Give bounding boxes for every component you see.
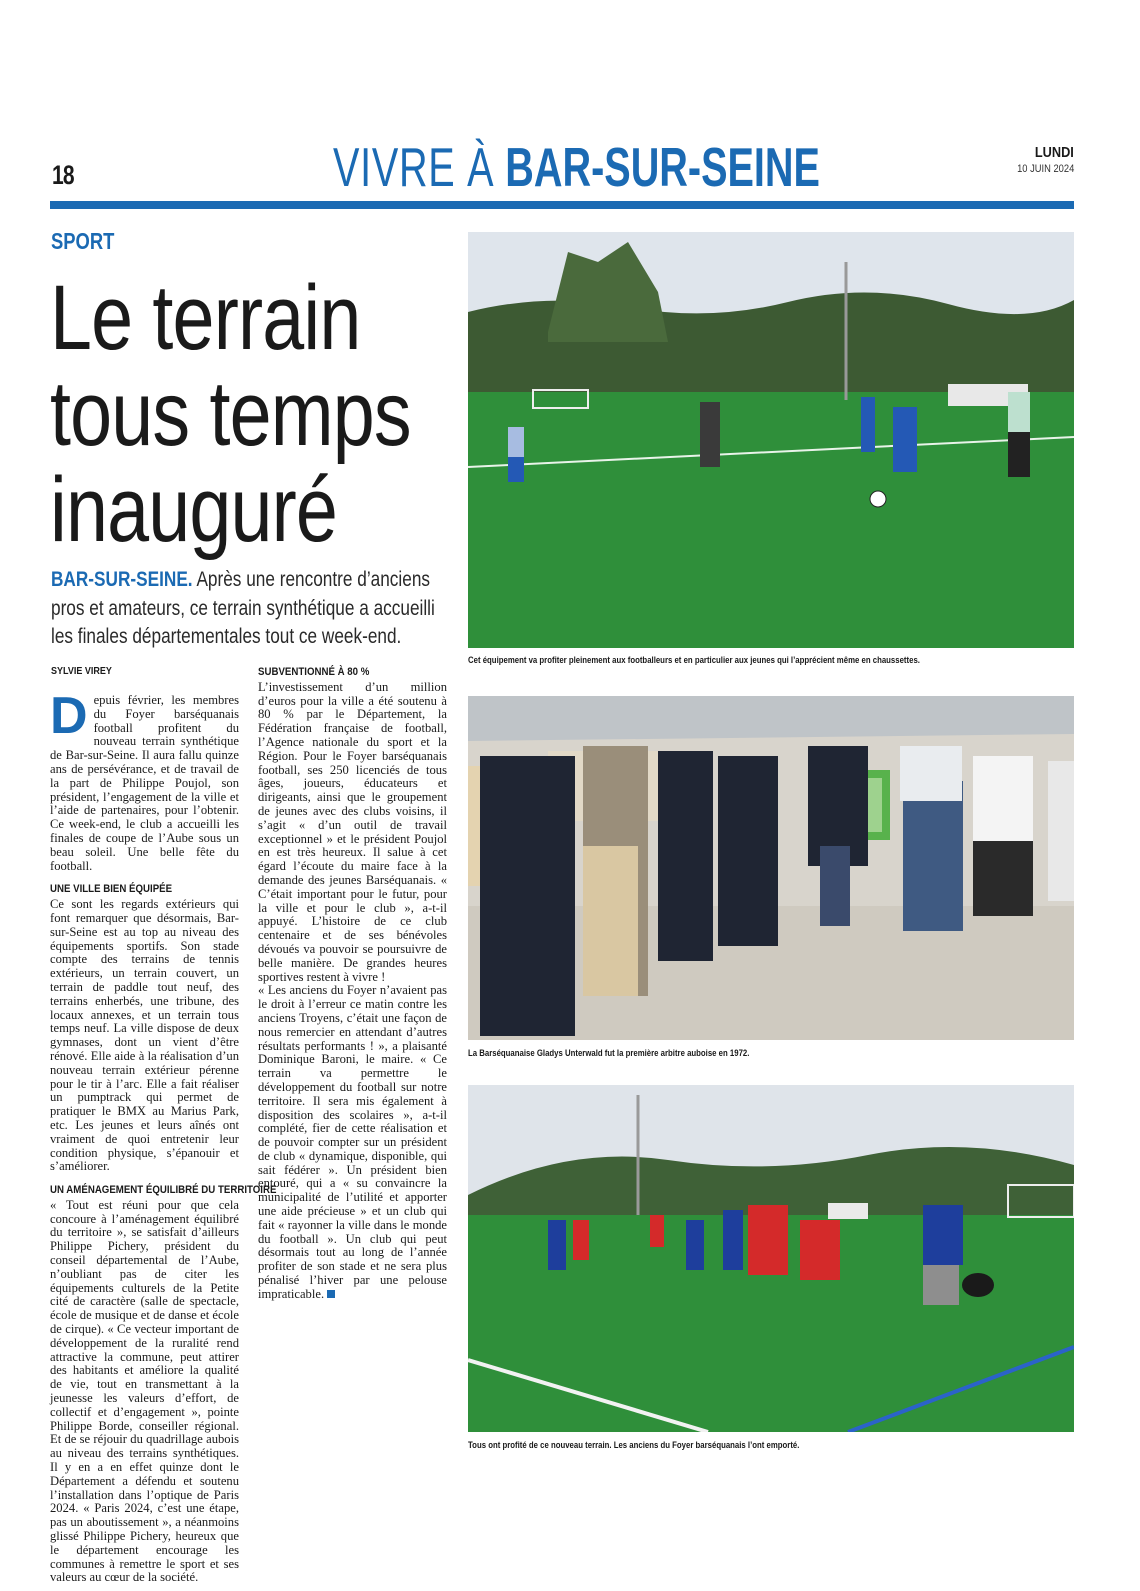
photo-veterans-match <box>468 1085 1074 1432</box>
subheading: SUBVENTIONNÉ À 80 % <box>258 666 370 678</box>
paragraph-text: epuis février, les membres du Foyer barséquanais football profitent du nouveau terrain synthétique de Bar-sur-Seine. Il aura fallu quinze ans de persévérance, et de travail de la part de Philippe Poujol, son président, l’engagement de la ville et l’aide de partenaires, pour l’obtenir. Ce week-end, le club a accueilli les finales de coupe de l’Aube sous un beau soleil. Une belle fête du football. <box>50 693 239 873</box>
byline: SYLVIE VIREY <box>51 666 112 677</box>
header-rule <box>50 201 1074 209</box>
issue-date: 10 JUIN 2024 <box>1016 163 1074 175</box>
paragraph: « Tout est réuni pour que cela concoure à l’aménagement équilibré du territoire », se satisfait d’ailleurs Philippe Pichery, président du conseil départemental de l’Aube, n’oubliant pas de citer les équipements culturels de la Petite cité de caractère (salle de spectacle, école de musique et de danse et école de cirque). « Ce vecteur important de développement de la ruralité rend attractive la commune, peut attirer des habitants et améliore la qualité de vie, tout en transmettant à la jeunesse les valeurs d’effort, de collectif et d’engagement », pointe Philippe Borde, conseiller régional. Et de se réjouir du quadrillage aubois au niveau des terrains synthétiques. Il y en a en effet quinze dont le Département a défendu et soutenu l’installation dans l’optique de Paris 2024. « Paris 2024, c’est une étape, pas un aboutissement », a néanmoins glissé Philippe Pichery, heureux que le département encourage les communes à remettre le sport et ses valeurs au cœur de la société. <box>50 1197 239 1585</box>
section-prefix: VIVRE À <box>333 136 495 198</box>
kicker: SPORT <box>51 228 115 254</box>
paragraph <box>258 984 447 1301</box>
subheading: UN AMÉNAGEMENT ÉQUILIBRÉ DU TERRITOIRE <box>50 1184 277 1197</box>
headline-line: tous temps <box>50 363 411 465</box>
headline-line: Le terrain <box>50 267 361 369</box>
headline <box>50 267 411 561</box>
photo-caption: La Barséquanaise Gladys Unterwald fut la première arbitre auboise en 1972. <box>468 1048 750 1059</box>
headline-line: inauguré <box>50 459 338 561</box>
lede-text: Après une rencontre d’anciens pros et amateurs, ce terrain synthétique a accueilli les finales départementales tout ce week-end. <box>51 568 435 648</box>
subheading: UNE VILLE BIEN ÉQUIPÉE <box>50 883 173 896</box>
paragraph: Ce sont les regards extérieurs qui font remarquer que désormais, Bar-sur-Seine est au top au niveau des équipements sportifs. Son stade compte des terrains de tennis extérieurs, un terrain couvert, un terrain de paddle tout neuf, des terrains enherbés, une tribune, des locaux annexes, et un terrain tous temps neuf. La ville dispose de deux gymnases, dont un vient d’être rénové. Elle aide à la réalisation d’un nouveau terrain extérieur pérenne pour le tir à l’arc. Elle a fait réaliser un pumptrack qui permet de pratiquer le BMX au Marius Park, etc. Les jeunes et leurs aînés ont vraiment de quoi entretenir leur condition physique, s’épanouir et s’améliorer. <box>50 897 239 1174</box>
page-number: 18 <box>52 160 74 190</box>
lede <box>51 566 445 652</box>
paragraph <box>50 687 239 873</box>
issue-day: LUNDI <box>1035 144 1074 161</box>
photo-ceremony <box>468 696 1074 1040</box>
photo-youth-training <box>468 232 1074 648</box>
paragraph-text: « Les anciens du Foyer n’avaient pas le droit à l’erreur ce matin contre les anciens Troyens, c’était une façon de nous remercier en attendant d’autres résultats performants ! », a plaisanté Dominique Baroni, le maire. « Ce terrain va permettre le développement du football sur notre territoire. Il sera mis également à disposition des scolaires », a-t-il complété, fier de cette réalisation et de pouvoir compter sur un président de club « dynamique, disponible, qui sait fédérer ». Un président bien entouré, qui a « su convaincre la municipalité de l’utilité et apporter une aide précieuse » et un club qui fait « rayonner la ville dans le monde du football ». Un club qui peut désormais tout au long de l’année profiter de son stade et ne sera plus pénalisé l’hiver par une pelouse impraticable. <box>258 983 447 1301</box>
photo-caption: Cet équipement va profiter pleinement aux footballeurs et en particulier aux jeunes qui l’apprécient même en chaussettes. <box>468 655 920 666</box>
body-column-1 <box>50 687 277 1585</box>
end-mark <box>327 1290 335 1298</box>
lede-location: BAR-SUR-SEINE. <box>51 568 193 591</box>
paragraph: L’investissement d’un million d’euros pour la ville a été soutenu à 80 % par le Département, la Fédération française de football, l’Agence nationale du sport et la Région. Pour le Foyer barséquanais football, ses 250 licenciés de tous âges, joueurs, éducateurs et dirigeants, ainsi que le groupement de jeunes avec des clubs voisins, il s’agit « d’un outil de travail exceptionnel » et le président Poujol en est très heureux. Il salue à cet égard l’écoute du maire face à la demande des jeunes Barséquanais. « C’était important pour le futur, pour la ville et pour le club », a-t-il appuyé. L’histoire de ce club centenaire et de ses bénévoles dévoués va pouvoir se poursuivre de belle manière. De grandes heures sportives restent à vivre ! <box>258 679 447 984</box>
section-title <box>333 136 820 198</box>
section-town: BAR-SUR-SEINE <box>505 136 820 198</box>
photo-caption: Tous ont profité de ce nouveau terrain. Les anciens du Foyer barséquanais l’ont emporté. <box>468 1440 800 1451</box>
dropcap: D <box>50 687 88 745</box>
body-column-2 <box>258 666 447 1302</box>
